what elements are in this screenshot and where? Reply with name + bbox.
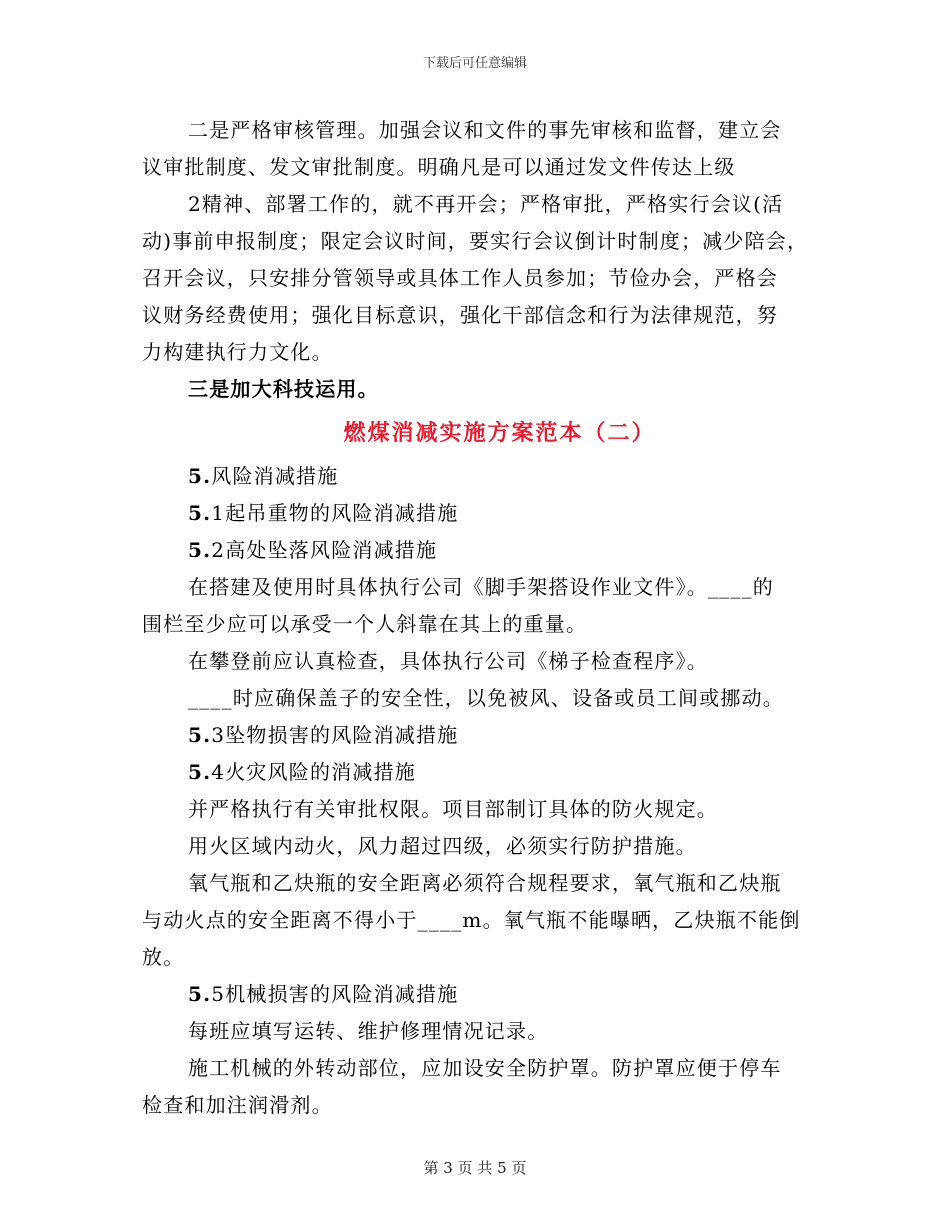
section-text: 4火灾风险的消减措施: [211, 760, 417, 784]
section-heading-5-1: [142, 495, 807, 532]
paragraph-line: 召开会议，只安排分管领导或具体工作人员参加；节俭办会，严格会: [142, 266, 778, 290]
bold-paragraph: 三是加大科技运用。: [188, 377, 379, 401]
paragraph-line: 用火区域内动火，风力超过四级，必须实行防护措施。: [188, 834, 697, 858]
section-heading-5-4: [142, 754, 807, 791]
section-number: 5.: [188, 982, 212, 1006]
paragraph-line: 议审批制度、发文审批制度。明确凡是可以通过发文件传达上级: [142, 155, 736, 179]
paragraph-line: 围栏至少应可以承受一个人斜靠在其上的重量。: [142, 612, 588, 636]
paragraph-line: 氧气瓶和乙炔瓶的安全距离必须符合规程要求，氧气瓶和乙炔瓶: [188, 871, 782, 895]
paragraph-line: 放。: [142, 945, 185, 969]
paragraph-line: 动)事前申报制度；限定会议时间，要实行会议倒计时制度；减少陪会，: [142, 229, 809, 253]
paragraph-line: 施工机械的外转动部位，应加设安全防护罩。防护罩应便于停车: [188, 1056, 782, 1080]
paragraph-line: 每班应填写运转、维护修理情况记录。: [188, 1019, 549, 1043]
paragraph-line: 并严格执行有关审批权限。项目部制订具体的防火规定。: [188, 797, 718, 821]
page-header: 下载后可任意编辑: [422, 56, 527, 71]
paragraph-line: 在攀登前应认真检查，具体执行公司《梯子检查程序》。: [188, 649, 708, 673]
section-text: 1起吊重物的风险消减措施: [211, 501, 459, 525]
section-heading-5: [142, 458, 807, 495]
paragraph-line: 议财务经费使用；强化目标意识，强化干部信念和行为法律规范，努: [142, 303, 778, 327]
section-text: 5机械损害的风险消减措施: [211, 982, 459, 1006]
section-number: 5.: [188, 538, 212, 562]
section-title: 燃煤消减实施方案范本（二）: [343, 420, 656, 446]
page-footer: 第 3 页 共 5 页: [423, 1159, 527, 1177]
section-number: 5.: [188, 760, 212, 784]
paragraph-line: 二是严格审核管理。加强会议和文件的事先审核和监督，建立会: [188, 118, 782, 142]
section-heading-5-5: [142, 976, 807, 1013]
paragraph-line: ____时应确保盖子的安全性，以免被风、设备或员工间或挪动。: [188, 686, 784, 710]
paragraph-line: 在搭建及使用时具体执行公司《脚手架搭设作业文件》。____的: [188, 575, 774, 599]
section-text: 风险消减措施: [211, 464, 339, 488]
section-text: 2高处坠落风险消减措施: [211, 538, 438, 562]
section-number: 5.: [188, 723, 212, 747]
section-text: 3坠物损害的风险消减措施: [211, 723, 459, 747]
paragraph-line: 与动火点的安全距离不得小于____m。氧气瓶不能曝晒，乙炔瓶不能倒: [142, 908, 801, 932]
paragraph-line: 2精神、部署工作的，就不再开会；严格审批，严格实行会议(活: [188, 192, 784, 216]
section-number: 5.: [188, 464, 212, 488]
paragraph-line: 力构建执行力文化。: [142, 340, 333, 364]
section-heading-5-2: [142, 532, 807, 569]
paragraph-line: 检查和加注润滑剂。: [142, 1093, 333, 1117]
section-number: 5.: [188, 501, 212, 525]
section-heading-5-3: [142, 717, 807, 754]
document-body: [142, 112, 807, 1124]
